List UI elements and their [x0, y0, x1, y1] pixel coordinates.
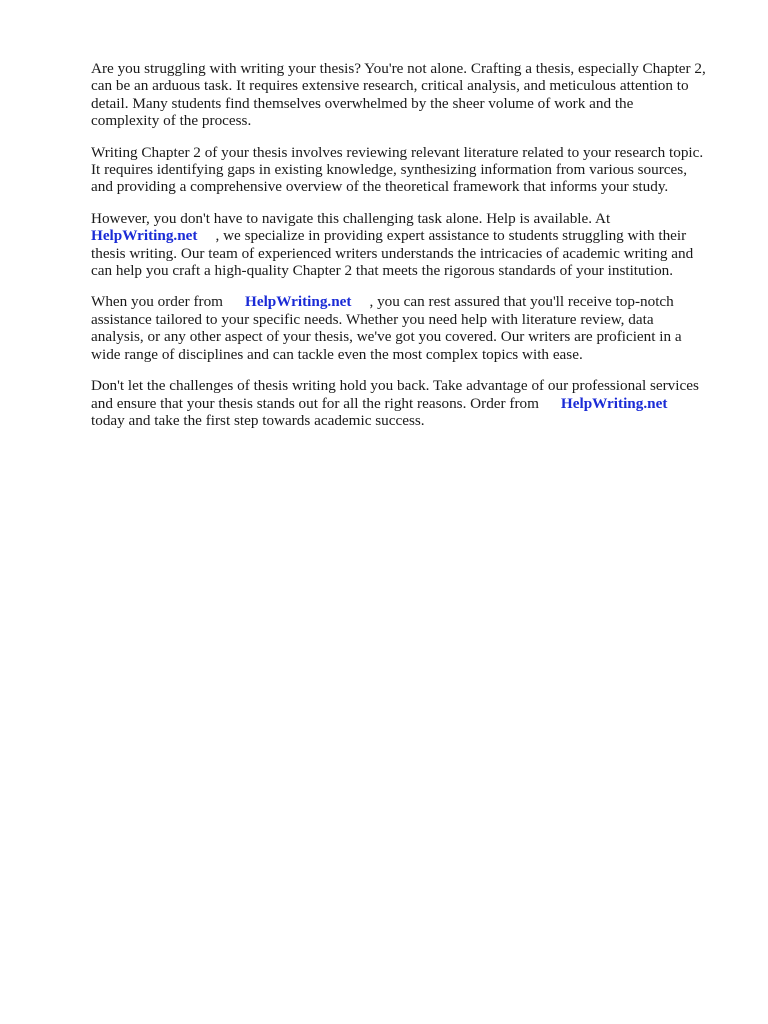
text-segment: and ensure that your thesis stands out for all the right reasons. Order from — [91, 394, 539, 412]
paragraph-help-available — [91, 210, 731, 280]
paragraph-call-to-action — [91, 377, 731, 429]
text-line: and providing a comprehensive overview of the theoretical framework that informs your study. — [91, 178, 669, 196]
text-line — [91, 395, 731, 412]
text-line: However, you don't have to navigate this challenging task alone. Help is available. At — [91, 209, 611, 227]
text-line: thesis writing. Our team of experienced writers understands the intricacies of academic writing and — [91, 244, 694, 262]
text-segment: , we specialize in providing expert assistance to students struggling with their — [215, 227, 687, 245]
text-line: can help you craft a high-quality Chapter 2 that meets the rigorous standards of your institution. — [91, 262, 674, 280]
text-line: complexity of the process. — [91, 112, 252, 130]
paragraph-chapter-2 — [91, 144, 731, 196]
text-line: It requires identifying gaps in existing knowledge, synthesizing information from various sources, — [91, 161, 687, 179]
text-line: analysis, or any other aspect of your thesis, we've got you covered. Our writers are proficient in a — [91, 328, 682, 346]
text-line: can be an arduous task. It requires extensive research, critical analysis, and meticulous attention to — [91, 77, 689, 95]
text-line — [91, 227, 731, 244]
text-line: Are you struggling with writing your thesis? You're not alone. Crafting a thesis, especially Chapter 2, — [91, 60, 706, 77]
helpwriting-link[interactable]: HelpWriting.net — [91, 227, 198, 245]
text-segment: , you can rest assured that you'll receive top-notch — [369, 293, 674, 311]
text-line: Writing Chapter 2 of your thesis involves reviewing relevant literature related to your research topic. — [91, 143, 704, 161]
text-line: assistance tailored to your specific needs. Whether you need help with literature review, data — [91, 310, 654, 328]
text-line — [91, 293, 731, 310]
document-body — [91, 60, 731, 443]
text-line: detail. Many students find themselves overwhelmed by the sheer volume of work and the — [91, 94, 634, 112]
helpwriting-link[interactable]: HelpWriting.net — [245, 293, 352, 311]
paragraph-intro — [91, 60, 731, 130]
text-line: Don't let the challenges of thesis writing hold you back. Take advantage of our professional services — [91, 377, 699, 395]
text-line: wide range of disciplines and can tackle even the most complex topics with ease. — [91, 345, 583, 363]
text-segment: When you order from — [91, 293, 224, 311]
text-line: today and take the first step towards academic success. — [91, 411, 425, 429]
paragraph-order — [91, 293, 731, 363]
helpwriting-link[interactable]: HelpWriting.net — [560, 394, 668, 412]
